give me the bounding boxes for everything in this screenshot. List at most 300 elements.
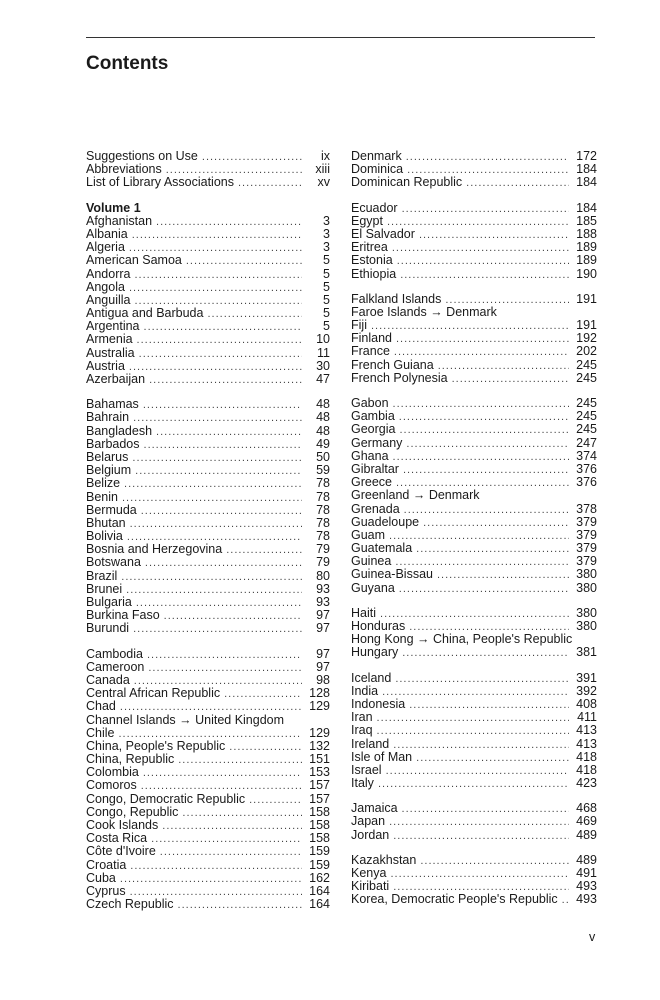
toc-entry: [86, 373, 330, 386]
toc-entry: [351, 503, 597, 516]
toc-entry-name: Comoros: [86, 778, 137, 793]
toc-entry-name: Bosnia and Herzegovina: [86, 542, 223, 557]
dot-leader: [125, 282, 302, 295]
toc-entry-page: 78: [316, 515, 330, 530]
toc-entry-name: Gibraltar: [351, 461, 399, 476]
dot-leader: [374, 778, 569, 791]
dot-leader: [462, 177, 569, 190]
dot-leader: [220, 688, 302, 701]
toc-entry: [86, 687, 330, 700]
dot-leader: [412, 543, 569, 556]
toc-entry-name: Isle of Man: [351, 749, 413, 764]
dot-leader: [140, 321, 302, 334]
toc-entry: [351, 751, 597, 764]
toc-entry: [351, 202, 597, 215]
toc-entry-name: Italy: [351, 776, 374, 791]
toc-entry-page: 184: [576, 162, 597, 177]
toc-entry-page: 245: [576, 370, 597, 385]
toc-entry-name: Burkina Faso: [86, 608, 160, 623]
toc-entry-name: Falkland Islands: [351, 291, 442, 306]
toc-entry-page: 3: [323, 213, 330, 228]
toc-entry-page: 78: [316, 489, 330, 504]
toc-entry: [351, 802, 597, 815]
toc-entry-page: 97: [316, 646, 330, 661]
dot-leader: [130, 269, 302, 282]
toc-entry-page: 93: [316, 595, 330, 609]
toc-entry-page: 184: [576, 175, 597, 190]
toc-entry-page: 164: [309, 897, 330, 912]
toc-entry-name: Hungary: [351, 645, 399, 660]
toc-entry-page: 374: [576, 448, 597, 463]
toc-entry: [351, 724, 597, 737]
toc-entry-name: Colombia: [86, 765, 139, 780]
toc-entry: [86, 859, 330, 872]
toc-entry-page: 380: [576, 567, 597, 582]
toc-entry-name: Brazil: [86, 568, 118, 583]
toc-entry-page: 489: [576, 827, 597, 842]
dot-leader: [182, 255, 302, 268]
dot-leader: [245, 794, 302, 807]
dot-leader: [222, 544, 302, 557]
dot-leader: [378, 686, 569, 699]
dot-leader: [117, 571, 302, 584]
toc-entry-page: 10: [316, 332, 330, 347]
contents-group: [351, 802, 597, 842]
dot-leader: [139, 767, 302, 780]
toc-entry-name: Armenia: [86, 332, 133, 347]
toc-entry-name: Cuba: [86, 870, 116, 885]
dot-leader: [389, 398, 569, 411]
toc-entry-page: 391: [576, 670, 597, 685]
dot-leader: [125, 361, 302, 374]
toc-entry: [351, 685, 597, 698]
toc-entry: [86, 556, 330, 569]
toc-entry: [86, 714, 330, 727]
toc-entry-page: 47: [316, 372, 330, 386]
dot-leader: [156, 846, 302, 859]
toc-entry-page: 78: [316, 529, 330, 544]
contents-group: [86, 202, 330, 387]
toc-entry: [86, 333, 330, 346]
toc-entry-name: Cambodia: [86, 646, 143, 661]
toc-entry-page: 157: [309, 778, 330, 793]
toc-entry-name: Haiti: [351, 605, 377, 620]
toc-entry: [351, 646, 597, 659]
toc-entry-name: Côte d'Ivoire: [86, 844, 156, 859]
toc-entry-page: 188: [576, 226, 597, 241]
dot-leader: [395, 411, 569, 424]
dot-leader: [398, 647, 569, 660]
toc-entry-name: Bermuda: [86, 502, 137, 517]
toc-entry-name: Burundi: [86, 621, 130, 636]
toc-entry: [86, 779, 330, 792]
toc-entry-name: Central African Republic: [86, 686, 221, 701]
toc-entry-name: Indonesia: [351, 696, 406, 711]
toc-entry-page: 172: [576, 149, 597, 163]
toc-entry-name: Anguilla: [86, 292, 131, 307]
contents-group: [86, 150, 330, 190]
toc-entry-name: Eritrea: [351, 240, 388, 255]
toc-entry-name: Japan: [351, 814, 386, 829]
toc-entry: [86, 570, 330, 583]
toc-entry-name: Chile: [86, 725, 115, 740]
dot-leader: [398, 803, 569, 816]
toc-entry-name: Estonia: [351, 253, 393, 268]
toc-entry: [86, 347, 330, 360]
toc-entry-name: Chad: [86, 699, 116, 714]
toc-entry-name: Ethiopia: [351, 266, 397, 281]
toc-entry-page: 97: [316, 659, 330, 674]
toc-entry-name: Germany: [351, 435, 403, 450]
toc-entry-page: 247: [576, 435, 597, 450]
dot-leader: [135, 348, 302, 361]
toc-entry: [86, 438, 330, 451]
toc-entry-name: French Guiana: [351, 357, 434, 372]
dot-leader: [395, 424, 569, 437]
toc-entry-page: 491: [576, 866, 597, 880]
dot-leader: [174, 754, 302, 767]
toc-entry-page: 48: [316, 423, 330, 438]
toc-entry: [86, 661, 330, 674]
toc-entry-page: 379: [576, 554, 597, 569]
toc-entry-name: Finland: [351, 331, 392, 346]
toc-entry: [86, 491, 330, 504]
toc-entry-page: 379: [576, 541, 597, 556]
toc-entry-name: Iran: [351, 710, 373, 725]
dot-leader: [393, 255, 569, 268]
toc-entry-name: Kiribati: [351, 879, 390, 894]
dot-leader: [158, 820, 302, 833]
toc-entry: [351, 829, 597, 842]
toc-entry-page: 157: [309, 791, 330, 806]
toc-entry-page: 97: [316, 621, 330, 636]
dot-leader: [126, 518, 302, 531]
toc-entry-page: 158: [309, 804, 330, 819]
dot-leader: [395, 583, 569, 596]
toc-entry-name: Abbreviations: [86, 162, 162, 177]
toc-entry: [86, 700, 330, 713]
toc-entry-page: 30: [316, 358, 330, 373]
toc-entry-name: Andorra: [86, 266, 131, 281]
dot-leader: [137, 505, 302, 518]
toc-entry-name: China, Republic: [86, 752, 175, 767]
toc-entry-name: Jamaica: [351, 801, 398, 816]
toc-entry-page: 185: [576, 213, 597, 228]
toc-entry-page: 379: [576, 527, 597, 542]
dot-leader: [139, 399, 302, 412]
toc-entry-page: 159: [309, 857, 330, 872]
toc-entry-page: 380: [576, 605, 597, 620]
toc-entry-page: 129: [309, 725, 330, 740]
toc-entry-page: 132: [309, 738, 330, 753]
toc-entry-name: Korea, Democratic People's Republic: [351, 892, 558, 907]
toc-entry-page: 418: [576, 762, 597, 777]
toc-entry: [86, 176, 330, 189]
toc-entry-page: 245: [576, 409, 597, 424]
dot-leader: [402, 151, 569, 164]
toc-entry-page: 50: [316, 449, 330, 464]
toc-entry-page: 192: [576, 331, 597, 346]
dot-leader: [143, 649, 302, 662]
toc-entry: [351, 254, 597, 267]
toc-entry: [351, 423, 597, 436]
toc-entry: [351, 854, 597, 867]
toc-entry-name: Canada: [86, 672, 130, 687]
toc-entry-name: Guinea-Bissau: [351, 567, 433, 582]
toc-entry-name: Grenada: [351, 501, 400, 516]
contents-group: [86, 398, 330, 635]
toc-entry: [351, 372, 597, 385]
toc-entry-name: Guam: [351, 527, 386, 542]
toc-entry-name: Denmark: [351, 149, 402, 163]
toc-entry-name: Bahrain: [86, 410, 130, 425]
contents-group: [351, 150, 597, 190]
toc-entry-page: 5: [323, 266, 330, 281]
toc-entry-page: 129: [309, 699, 330, 714]
dot-leader: [391, 673, 569, 686]
toc-entry-page: 245: [576, 396, 597, 410]
toc-entry: [351, 698, 597, 711]
toc-entry-page: 5: [323, 253, 330, 268]
toc-entry: [86, 281, 330, 294]
toc-entry-page: 49: [316, 436, 330, 451]
dot-leader: [198, 151, 302, 164]
toc-entry-page: 78: [316, 476, 330, 491]
dot-leader: [419, 517, 569, 530]
contents-group: [351, 202, 597, 281]
toc-entry-page: 413: [576, 736, 597, 751]
toc-entry: [86, 648, 330, 661]
toc-entry-name: Czech Republic: [86, 897, 174, 912]
dot-leader: [203, 308, 302, 321]
toc-entry-page: 162: [309, 870, 330, 885]
toc-entry: [86, 793, 330, 806]
toc-entry-name: Ecuador: [351, 200, 398, 215]
dot-leader: [144, 662, 302, 675]
toc-entry-page: 158: [309, 818, 330, 832]
toc-entry: [351, 293, 597, 306]
toc-entry-page: 128: [309, 686, 330, 701]
toc-entry-page: 59: [316, 463, 330, 478]
contents-group: [86, 648, 330, 912]
toc-entry-name: Guatemala: [351, 541, 413, 556]
toc-entry-page: 48: [316, 397, 330, 412]
toc-entry-page: 493: [576, 892, 597, 907]
toc-entry-name: Albania: [86, 226, 128, 241]
dot-leader: [126, 860, 302, 873]
toc-entry-name: Cameroon: [86, 659, 145, 674]
dot-leader: [116, 873, 302, 886]
toc-entry: [86, 464, 330, 477]
toc-entry-page: 469: [576, 814, 597, 829]
toc-entry-page: 245: [576, 357, 597, 372]
dot-leader: [389, 830, 569, 843]
toc-entry-name: Honduras: [351, 619, 406, 633]
toc-entry-name: Argentina: [86, 319, 140, 334]
toc-entry: [86, 268, 330, 281]
toc-entry-page: 11: [317, 345, 330, 360]
toc-entry-name: Algeria: [86, 240, 125, 255]
toc-entry-name: Kenya: [351, 866, 387, 880]
toc-entry-name: Austria: [86, 358, 125, 373]
dot-leader: [389, 451, 569, 464]
toc-entry-name: Channel Islands → United Kingdom: [86, 712, 285, 727]
toc-entry-page: 164: [309, 883, 330, 898]
toc-entry-page: 153: [309, 765, 330, 780]
toc-entry: [351, 215, 597, 228]
toc-entry: [351, 711, 597, 724]
toc-entry-page: 79: [316, 542, 330, 557]
dot-leader: [405, 699, 569, 712]
toc-entry-name: Suggestions on Use: [86, 149, 198, 163]
toc-entry-name: Greenland → Denmark: [351, 488, 480, 503]
toc-entry-page: 190: [576, 266, 597, 281]
toc-entry: [351, 176, 597, 189]
toc-entry-page: 158: [309, 831, 330, 846]
toc-entry-page: ix: [320, 149, 330, 163]
dot-leader: [174, 899, 302, 912]
toc-entry: [86, 411, 330, 424]
toc-entry-name: Afghanistan: [86, 213, 153, 228]
toc-entry-page: 78: [316, 502, 330, 517]
toc-entry-page: xv: [317, 175, 330, 190]
dot-leader: [386, 868, 569, 881]
contents-group: [351, 397, 597, 595]
toc-entry-page: 98: [316, 672, 330, 687]
dot-leader: [382, 765, 569, 778]
dot-leader: [388, 242, 569, 255]
toc-entry-page: 80: [316, 568, 330, 583]
dot-leader: [415, 229, 569, 242]
toc-entry-page: 378: [576, 501, 597, 516]
toc-entry-page: 379: [576, 514, 597, 529]
dot-leader: [434, 360, 569, 373]
toc-entry: [351, 306, 597, 319]
toc-entry-page: 159: [309, 844, 330, 859]
contents-group: [351, 607, 597, 660]
toc-entry-page: 189: [576, 240, 597, 255]
toc-entry-name: Cyprus: [86, 883, 126, 898]
toc-entry-name: Costa Rica: [86, 831, 148, 846]
toc-entry-page: 48: [316, 410, 330, 425]
page-number: v: [589, 930, 596, 944]
toc-entry-name: El Salvador: [351, 226, 415, 241]
toc-entry-page: 5: [323, 292, 330, 307]
toc-entry-page: 5: [323, 279, 330, 294]
toc-entry-name: Iceland: [351, 670, 392, 685]
toc-entry-name: Kazakhstan: [351, 852, 417, 867]
toc-entry-name: India: [351, 683, 379, 698]
toc-entry-page: xiii: [315, 162, 330, 177]
toc-entry: [86, 477, 330, 490]
toc-entry: [351, 672, 597, 685]
toc-entry: [351, 582, 597, 595]
toc-entry-name: Dominican Republic: [351, 175, 463, 190]
contents-group: [351, 293, 597, 385]
toc-entry-page: 79: [316, 555, 330, 570]
toc-entry-name: Congo, Democratic Republic: [86, 791, 246, 806]
toc-entry-name: Bulgaria: [86, 595, 132, 609]
toc-entry: [86, 215, 330, 228]
toc-entry: [351, 345, 597, 358]
toc-entry-name: Iraq: [351, 723, 373, 738]
dot-leader: [433, 569, 569, 582]
toc-entry-page: 151: [309, 752, 330, 767]
dot-leader: [225, 741, 302, 754]
toc-entry-name: Australia: [86, 345, 135, 360]
toc-entry-name: Azerbaijan: [86, 372, 146, 386]
toc-entry-name: Faroe Islands → Denmark: [351, 304, 497, 319]
toc-entry-page: 411: [577, 710, 597, 725]
toc-entry-name: Guadeloupe: [351, 514, 420, 529]
dot-leader: [131, 465, 302, 478]
dot-leader: [140, 439, 302, 452]
toc-entry: [86, 254, 330, 267]
contents-column-right: [351, 150, 597, 919]
dot-leader: [129, 623, 302, 636]
toc-entry-page: 191: [576, 291, 597, 306]
toc-entry: [351, 268, 597, 281]
toc-entry-name: Cook Islands: [86, 818, 159, 832]
dot-leader: [367, 320, 569, 333]
dot-leader: [385, 816, 569, 829]
toc-entry-name: Georgia: [351, 422, 396, 437]
dot-leader: [402, 438, 569, 451]
toc-entry-page: 380: [576, 619, 597, 633]
toc-entry-page: 5: [323, 306, 330, 321]
toc-entry-name: Ghana: [351, 448, 389, 463]
dot-leader: [412, 752, 569, 765]
toc-entry-name: Guinea: [351, 554, 392, 569]
toc-entry-name: Ireland: [351, 736, 390, 751]
toc-entry-name: Bangladesh: [86, 423, 153, 438]
toc-entry-page: 408: [576, 696, 597, 711]
dot-leader: [145, 374, 302, 387]
toc-entry-name: List of Library Associations: [86, 175, 234, 190]
toc-entry: [351, 815, 597, 828]
toc-entry-page: 245: [576, 422, 597, 437]
toc-entry: [86, 872, 330, 885]
toc-entry: [351, 437, 597, 450]
toc-entry-page: 493: [576, 879, 597, 894]
toc-entry: [86, 504, 330, 517]
toc-entry-page: 202: [576, 344, 597, 359]
header-rule: [86, 37, 595, 38]
toc-entry: [351, 777, 597, 790]
toc-entry-name: Botswana: [86, 555, 141, 570]
toc-entry: [86, 845, 330, 858]
dot-leader: [385, 530, 569, 543]
toc-entry-name: Fiji: [351, 318, 367, 333]
toc-entry-name: Bhutan: [86, 515, 126, 530]
toc-entry-page: 376: [576, 475, 597, 490]
contents-column-left: [86, 150, 330, 923]
toc-entry-page: 376: [576, 461, 597, 476]
dot-leader: [416, 855, 569, 868]
dot-leader: [178, 807, 302, 820]
toc-entry-name: Bahamas: [86, 397, 139, 412]
dot-leader: [120, 478, 302, 491]
toc-entry-name: Brunei: [86, 581, 123, 596]
toc-entry: [86, 622, 330, 635]
page-title: Contents: [86, 53, 169, 74]
dot-leader: [389, 739, 569, 752]
dot-leader: [373, 725, 569, 738]
toc-entry-name: Egypt: [351, 213, 383, 228]
toc-entry-name: China, People's Republic: [86, 738, 226, 753]
dot-leader: [152, 426, 302, 439]
dot-leader: [448, 373, 569, 386]
